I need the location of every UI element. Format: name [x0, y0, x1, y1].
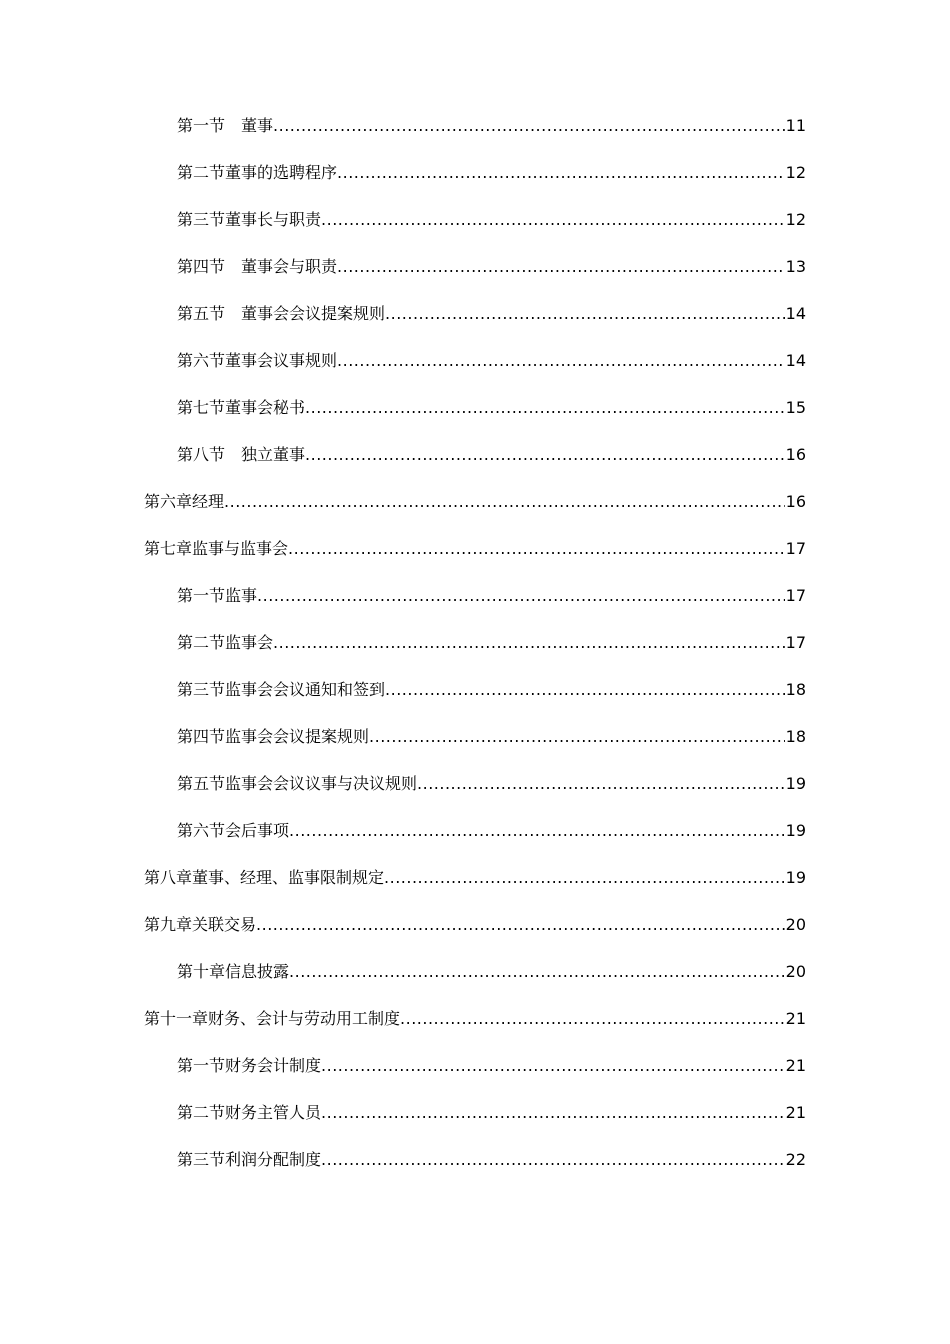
toc-entry-title: 第三节利润分配制度: [177, 1150, 322, 1169]
toc-entry[interactable]: [177, 725, 806, 749]
toc-dot-leader: [321, 208, 785, 232]
toc-dot-leader: [369, 725, 785, 749]
toc-entry-title: 第二节监事会: [177, 633, 274, 652]
toc-entry-title: 第七章监事与监事会: [144, 539, 289, 558]
toc-entry[interactable]: [144, 490, 806, 514]
toc-dot-leader: [273, 631, 785, 655]
toc-entry-page-number: 21: [785, 1009, 806, 1028]
toc-entry-page-number: 19: [785, 774, 806, 793]
toc-entry-title: 第五节监事会会议议事与决议规则: [177, 774, 418, 793]
toc-dot-leader: [305, 396, 785, 420]
toc-entry-page-number: 14: [785, 304, 806, 323]
toc-dot-leader: [337, 161, 785, 185]
toc-entry[interactable]: [177, 396, 806, 420]
toc-entry-page-number: 16: [785, 492, 806, 511]
toc-entry[interactable]: [177, 302, 806, 326]
toc-entry-title: 第四节 董事会与职责: [177, 257, 338, 276]
toc-entry-page-number: 19: [785, 868, 806, 887]
toc-entry[interactable]: [177, 678, 806, 702]
toc-dot-leader: [384, 866, 785, 890]
toc-entry[interactable]: [144, 1007, 806, 1031]
toc-entry[interactable]: [177, 255, 806, 279]
toc-dot-leader: [289, 819, 785, 843]
toc-dot-leader: [224, 490, 785, 514]
toc-dot-leader: [417, 772, 785, 796]
toc-entry[interactable]: [177, 960, 806, 984]
toc-entry[interactable]: [177, 443, 806, 467]
toc-entry-page-number: 17: [785, 633, 806, 652]
toc-dot-leader: [321, 1101, 785, 1125]
toc-entry-page-number: 20: [785, 915, 806, 934]
toc-entry[interactable]: [177, 1148, 806, 1172]
toc-dot-leader: [257, 584, 785, 608]
toc-dot-leader: [385, 678, 785, 702]
toc-entry-page-number: 17: [785, 539, 806, 558]
toc-dot-leader: [289, 960, 785, 984]
toc-entry[interactable]: [144, 537, 806, 561]
toc-entry-page-number: 22: [785, 1150, 806, 1169]
toc-entry-title: 第五节 董事会会议提案规则: [177, 304, 386, 323]
toc-entry-title: 第六节董事会议事规则: [177, 351, 338, 370]
toc-entry-page-number: 12: [785, 163, 806, 182]
toc-entry-title: 第八章董事、经理、监事限制规定: [144, 868, 385, 887]
toc-dot-leader: [305, 443, 785, 467]
toc-entry-page-number: 12: [785, 210, 806, 229]
toc-entry[interactable]: [177, 631, 806, 655]
toc-dot-leader: [273, 114, 785, 138]
toc-entry[interactable]: [177, 819, 806, 843]
toc-dot-leader: [321, 1054, 785, 1078]
toc-entry[interactable]: [177, 114, 806, 138]
toc-entry-page-number: 18: [785, 727, 806, 746]
toc-dot-leader: [385, 302, 785, 326]
toc-entry[interactable]: [177, 1101, 806, 1125]
toc-entry-page-number: 15: [785, 398, 806, 417]
toc-entry-title: 第一节 董事: [177, 116, 274, 135]
toc-entry-title: 第七节董事会秘书: [177, 398, 306, 417]
toc-entry-title: 第二节财务主管人员: [177, 1103, 322, 1122]
toc-entry-title: 第六章经理: [144, 492, 225, 511]
toc-dot-leader: [400, 1007, 785, 1031]
toc-entry-page-number: 21: [785, 1056, 806, 1075]
toc-entry-page-number: 13: [785, 257, 806, 276]
toc-dot-leader: [337, 349, 785, 373]
toc-entry-page-number: 17: [785, 586, 806, 605]
toc-entry-page-number: 18: [785, 680, 806, 699]
toc-dot-leader: [256, 913, 785, 937]
toc-entry-title: 第二节董事的选聘程序: [177, 163, 338, 182]
toc-entry-title: 第八节 独立董事: [177, 445, 306, 464]
toc-dot-leader: [337, 255, 785, 279]
toc-entry-title: 第一节财务会计制度: [177, 1056, 322, 1075]
toc-dot-leader: [321, 1148, 785, 1172]
toc-entry-page-number: 16: [785, 445, 806, 464]
toc-entry-title: 第十章信息披露: [177, 962, 290, 981]
toc-entry[interactable]: [144, 913, 806, 937]
toc-entry-title: 第三节董事长与职责: [177, 210, 322, 229]
toc-entry-title: 第十一章财务、会计与劳动用工制度: [144, 1009, 401, 1028]
toc-entry[interactable]: [177, 161, 806, 185]
toc-entry[interactable]: [177, 208, 806, 232]
toc-entry-page-number: 19: [785, 821, 806, 840]
toc-entry-page-number: 20: [785, 962, 806, 981]
toc-entry-title: 第九章关联交易: [144, 915, 257, 934]
toc-entry-page-number: 11: [785, 116, 806, 135]
toc-entry-title: 第六节会后事项: [177, 821, 290, 840]
toc-entry-title: 第三节监事会会议通知和签到: [177, 680, 386, 699]
toc-entry[interactable]: [177, 772, 806, 796]
toc-dot-leader: [288, 537, 785, 561]
toc-entry[interactable]: [144, 866, 806, 890]
toc-entry[interactable]: [177, 349, 806, 373]
toc-entry-title: 第一节监事: [177, 586, 258, 605]
toc-entry-page-number: 21: [785, 1103, 806, 1122]
toc-entry[interactable]: [177, 1054, 806, 1078]
toc-entry-title: 第四节监事会会议提案规则: [177, 727, 370, 746]
toc-entry[interactable]: [177, 584, 806, 608]
toc-entry-page-number: 14: [785, 351, 806, 370]
